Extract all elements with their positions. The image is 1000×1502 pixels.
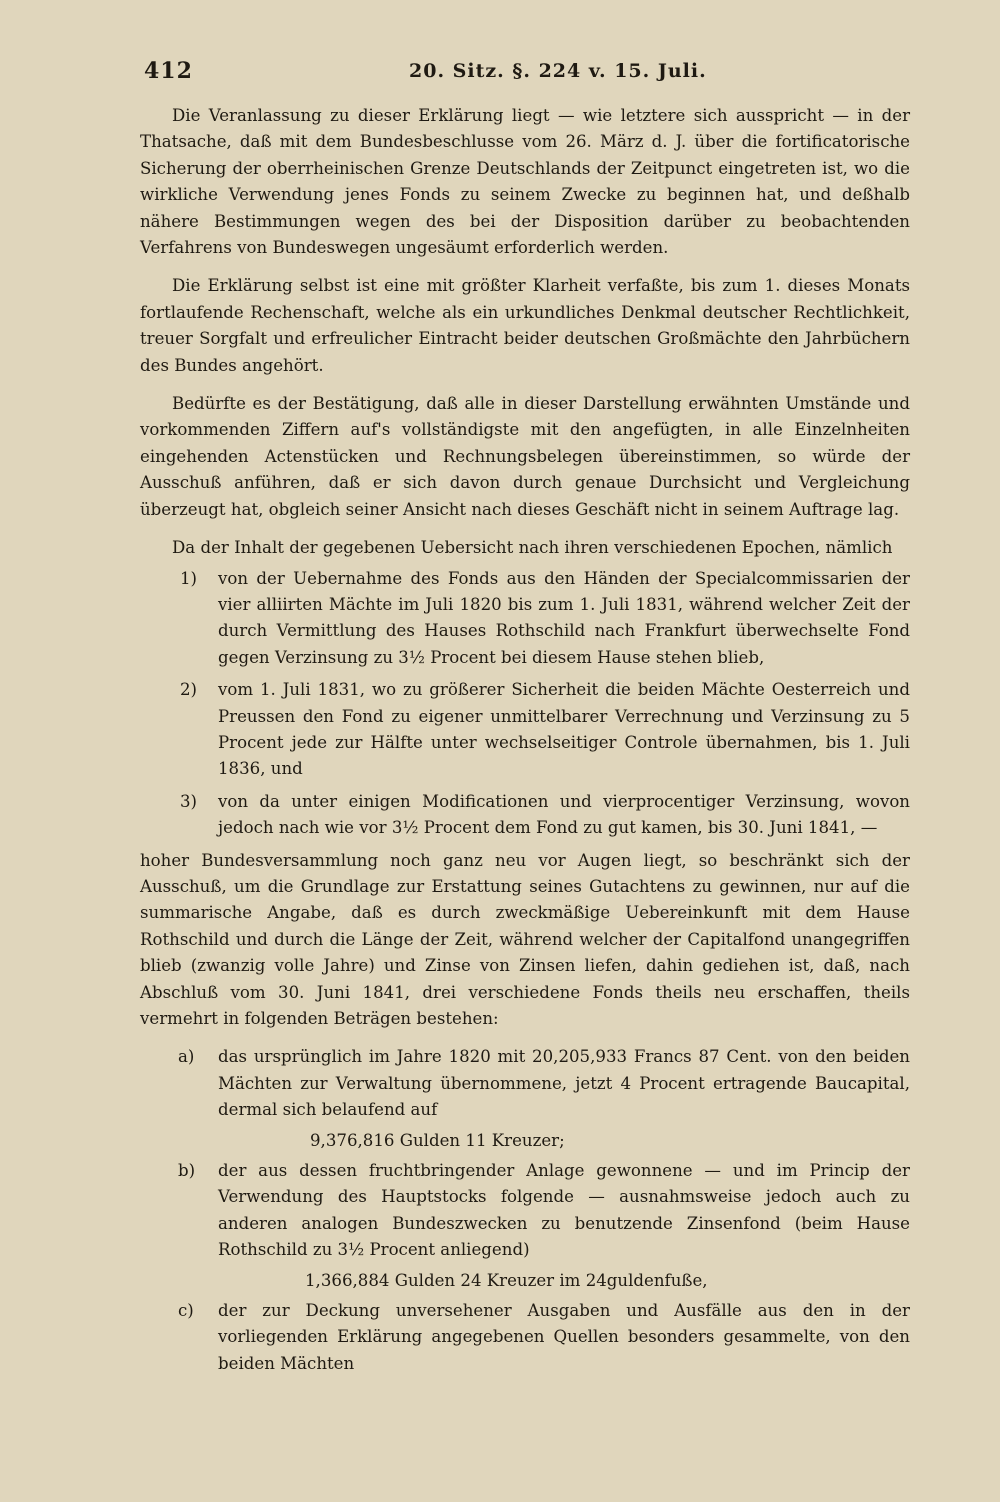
paragraph-summary: hoher Bundesversammlung noch ganz neu vor Augen liegt, so beschränkt sich der Ausschuß, um die Grundlage zur Erstattung seines Gutachtens zu gewinnen, nur auf die summarische Angabe, daß es durch zweckmäßige Uebereinkunft mit dem Hause Rothschild und durch die Länge der Zeit, während welcher der Capitalfond unangegriffen blieb (zwanzig volle Jahre) und Zinse von Zinsen liefen, dahin gediehen ist, daß, nach Abschluß vom 30. Juni 1841, drei verschiedene Fonds theils neu erschaffen, theils vermehrt in folgenden Beträgen bestehen:	[140, 850, 910, 1028]
paragraph-epochs-intro: Da der Inhalt der gegebenen Uebersicht nach ihren verschiedenen Epochen, nämlich	[172, 538, 893, 558]
fund-text: der aus dessen fruchtbringender Anlage gewonnene — und im Princip der Verwendung des Hauptstocks folgende — ausnahmsweise jedoch auch zu anderen analogen Bundeszwecken zu benutzende Zinsenfond (beim Hause Rothschild zu 3½ Procent anliegend)	[218, 1161, 910, 1260]
epoch-item-1	[140, 566, 910, 672]
fund-amount-b: 1,366,884 Gulden 24 Kreuzer im 24guldenfuße,	[305, 1270, 708, 1290]
fund-letter: b)	[178, 1161, 196, 1181]
paragraph-occasion: Die Veranlassung zu dieser Erklärung liegt — wie letztere sich ausspricht — in der Thatsache, daß mit dem Bundesbeschlusse vom 26. März d. J. über die fortificatorische Sicherung der oberrheinischen Grenze Deutschlands der Zeitpunct eingetreten ist, wo die wirkliche Verwendung jenes Fonds zu seinem Zwecke zu beginnen hat, und deßhalb nähere Bestimmungen wegen des bei der Disposition darüber zu beobachtenden Verfahrens von Bundeswegen ungesäumt erforderlich werden.	[140, 106, 910, 258]
epoch-number: 3)	[180, 791, 198, 811]
epoch-text: vom 1. Juli 1831, wo zu größerer Sicherheit die beiden Mächte Oesterreich und Preussen den Fond zu eigener unmittelbarer Verrechnung und Verzinsung zu 5 Procent jede zur Hälfte unter wechselseitiger Controle übernahmen, bis 1. Juli 1836, und	[218, 680, 910, 779]
paragraph-confirmation: Bedürfte es der Bestätigung, daß alle in dieser Darstellung erwähnten Umstände und vorkommenden Ziffern auf's vollständigste mit den angefügten, in alle Einzelnheiten eingehenden Actenstücken und Rechnungsbelegen übereinstimmen, so würde der Ausschuß anführen, daß er sich davon durch genaue Durchsicht und Vergleichung überzeugt hat, obgleich seiner Ansicht nach dieses Geschäft nicht in seinem Auftrage lag.	[140, 394, 910, 519]
fund-letter: a)	[178, 1047, 195, 1067]
body-text	[140, 103, 910, 1381]
fund-amount-a: 9,376,816 Gulden 11 Kreuzer;	[310, 1130, 565, 1150]
epoch-item-2	[140, 677, 910, 783]
epoch-item-3	[140, 789, 910, 842]
page-header	[144, 58, 910, 94]
fund-text: der zur Deckung unversehener Ausgaben und Ausfälle aus den in der vorliegenden Erklärung angegebenen Quellen besonders gesammelte, von den beiden Mächten	[218, 1301, 910, 1373]
fund-letter: c)	[178, 1301, 194, 1321]
epoch-text: von der Uebernahme des Fonds aus den Händen der Specialcommissarien der vier alliirten Mächte im Juli 1820 bis zum 1. Juli 1831, während welcher Zeit der durch Vermittlung des Hauses Rothschild nach Frankfurt überwechselte Fond gegen Verzinsung zu 3½ Procent bei diesem Hause stehen blieb,	[218, 568, 910, 667]
epoch-number: 1)	[180, 568, 198, 588]
epoch-number: 2)	[180, 680, 198, 700]
fund-text: das ursprünglich im Jahre 1820 mit 20,205,933 Francs 87 Cent. von den beiden Mächten zur Verwaltung übernommene, jetzt 4 Procent ertragende Baucapital, dermal sich belaufend auf	[218, 1047, 910, 1120]
fund-item-b	[140, 1158, 910, 1264]
fund-item-a	[140, 1044, 910, 1123]
page-number: 412	[144, 58, 193, 84]
epoch-text: von da unter einigen Modificationen und vierprocentiger Verzinsung, wovon jedoch nach wie vor 3½ Procent dem Fond zu gut kamen, bis 30. Juni 1841, —	[218, 791, 910, 838]
running-head: 20. Sitz. §. 224 v. 15. Juli.	[409, 60, 707, 82]
fund-item-c	[140, 1298, 910, 1377]
paragraph-declaration: Die Erklärung selbst ist eine mit größter Klarheit verfaßte, bis zum 1. dieses Monats fortlaufende Rechenschaft, welche als ein urkundliches Denkmal deutscher Rechtlichkeit, treuer Sorgfalt und erfreulicher Eintracht beider deutschen Großmächte den Jahrbüchern des Bundes angehört.	[140, 276, 910, 375]
